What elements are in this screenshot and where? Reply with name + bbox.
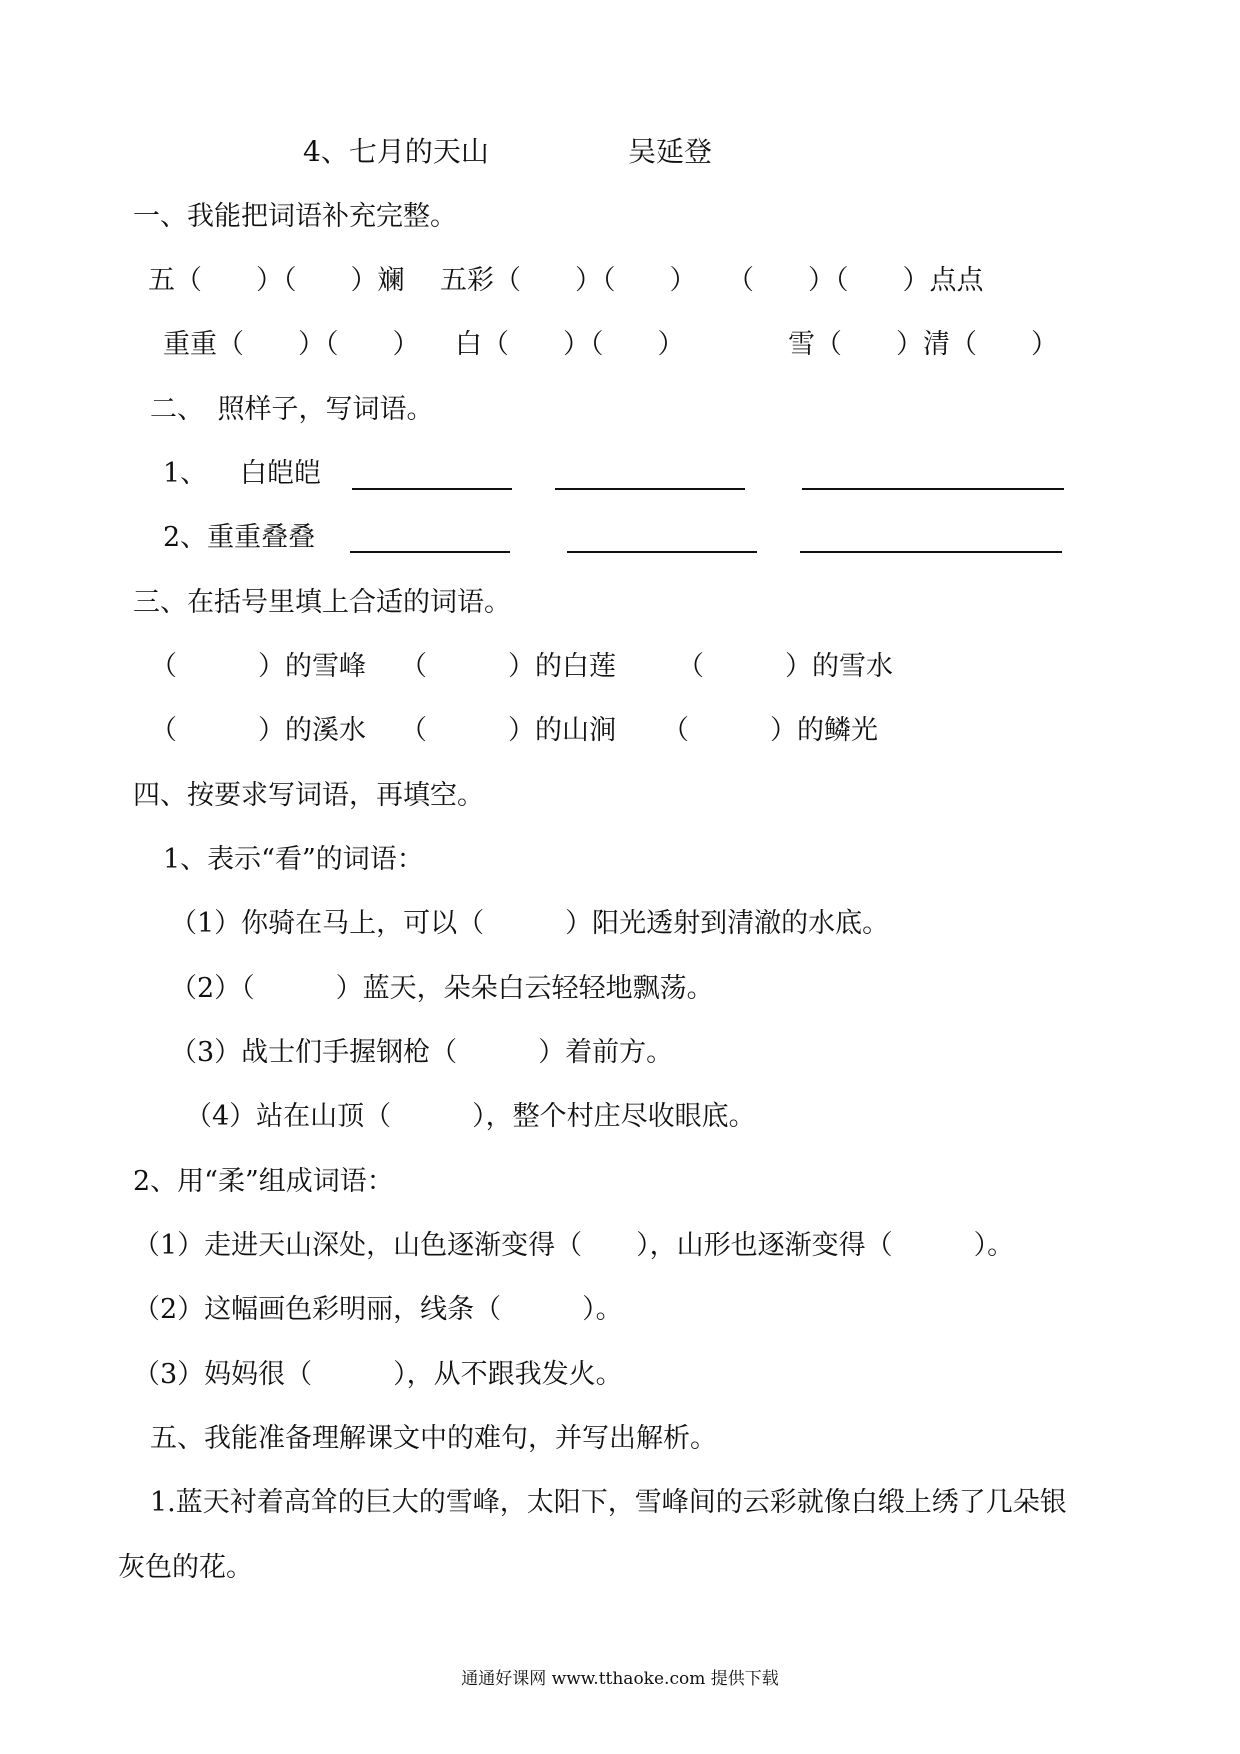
s5-q1-line: 1.蓝天衬着高耸的巨大的雪峰，太阳下，雪峰间的云彩就像白缎上绣了几朵银 [150,1487,1067,1518]
s2-q1-example: 白皑皑 [240,458,321,489]
s4-part1-item: （3）战士们手握钢枪（ ）着前方。 [170,1037,674,1068]
answer-blank [555,488,745,490]
s1-item: 五（ ）（ ）斓 [148,265,405,296]
section-4-heading: 四、按要求写词语，再填空。 [133,780,484,811]
s4-part2-item: （1）走进天山深处，山色逐渐变得（ ），山形也逐渐变得（ ）。 [133,1230,1015,1261]
page-footer: 通通好课网 www.tthaoke.com 提供下载 [461,1669,779,1689]
s2-q1-number: 1、 [163,458,208,489]
section-5-heading: 五、我能准备理解课文中的难句，并写出解析。 [150,1423,717,1454]
s4-part2-item: （3）妈妈很（ ），从不跟我发火。 [133,1359,623,1390]
s4-part1-item: （2）（ ）蓝天，朵朵白云轻轻地飘荡。 [170,973,714,1004]
section-1-heading: 一、我能把词语补充完整。 [133,201,457,232]
s3-item: （ ）的雪水 [677,651,893,682]
section-2-heading: 二、 照样子，写词语。 [150,394,434,425]
s4-part1-title: 1、表示“看”的词语： [163,844,424,875]
s3-item: （ ）的雪峰 [150,651,366,682]
answer-blank [802,488,1064,490]
s4-part1-item: （4）站在山顶（ ），整个村庄尽收眼底。 [185,1101,756,1132]
s3-item: （ ）的溪水 [150,715,366,746]
s3-item: （ ）的鳞光 [662,715,878,746]
s4-part2-title: 2、用“柔”组成词语： [133,1166,394,1197]
answer-blank [567,551,757,553]
s4-part1-item: （1）你骑在马上，可以（ ）阳光透射到清澈的水底。 [170,908,890,939]
s3-item: （ ）的山涧 [400,715,616,746]
s1-item: （ ）（ ）点点 [727,265,984,296]
s4-part2-item: （2）这幅画色彩明丽，线条（ ）。 [133,1294,623,1325]
author-name: 吴延登 [628,135,713,168]
s5-q1-line: 灰色的花。 [118,1552,253,1583]
s3-item: （ ）的白莲 [400,651,616,682]
answer-blank [352,488,512,490]
s2-q2-example: 2、重重叠叠 [163,522,316,553]
s1-item: 重重（ ）（ ） [163,329,420,360]
answer-blank [800,551,1062,553]
answer-blank [350,551,510,553]
section-3-heading: 三、在括号里填上合适的词语。 [133,587,511,618]
s1-item: 五彩（ ）（ ） [440,265,697,296]
s1-item: 雪（ ）清（ ） [788,329,1058,360]
lesson-title: 4、七月的天山 [303,135,489,168]
s1-item: 白（ ）（ ） [455,329,685,360]
